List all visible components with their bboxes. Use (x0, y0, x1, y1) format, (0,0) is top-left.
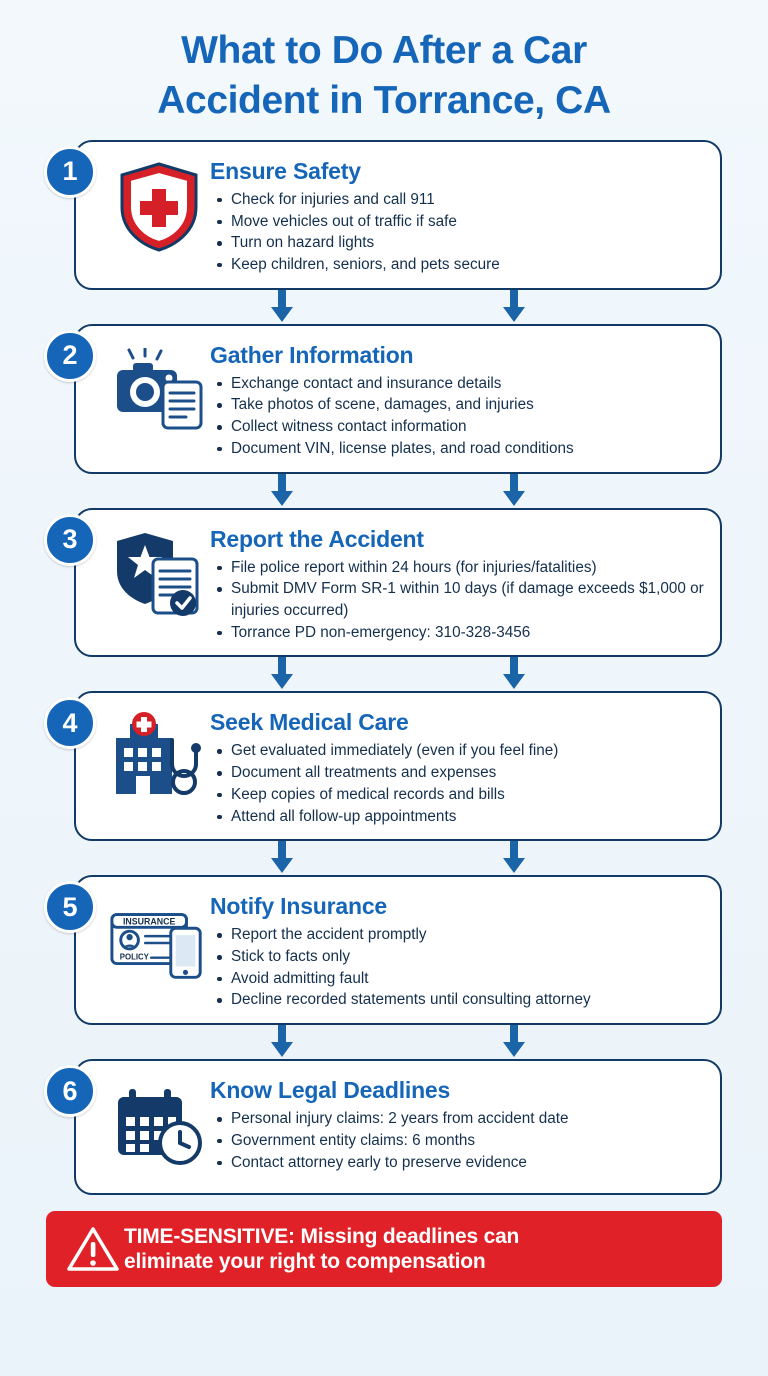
list-item: Document all treatments and expenses (214, 762, 706, 784)
down-arrow-icon (271, 290, 293, 322)
step-1-card (74, 140, 722, 290)
step-6 (46, 1059, 722, 1195)
step-2-content (210, 336, 706, 460)
alert-text (124, 1224, 519, 1274)
list-item: Keep copies of medical records and bills (214, 784, 706, 806)
list-item: Move vehicles out of traffic if safe (214, 211, 706, 233)
connector-1-to-2 (46, 290, 722, 324)
step-1-bullets (210, 189, 706, 276)
step-3-title: Report the Accident (210, 525, 424, 552)
connector-2-to-3 (46, 474, 722, 508)
down-arrow-icon (271, 474, 293, 506)
list-item: Document VIN, license plates, and road conditions (214, 438, 706, 460)
down-arrow-icon (503, 474, 525, 506)
camera-document-icon (90, 336, 210, 446)
step-1-title: Ensure Safety (210, 157, 361, 184)
step-3-content (210, 520, 706, 644)
step-5-card (74, 875, 722, 1025)
step-6-title: Know Legal Deadlines (210, 1077, 451, 1104)
list-item: Submit DMV Form SR-1 within 10 days (if damage exceeds $1,000 or injuries occurred) (214, 578, 706, 621)
step-2-number-badge: 2 (44, 330, 96, 382)
down-arrow-icon (503, 657, 525, 689)
step-3-number-badge: 3 (44, 514, 96, 566)
shield-medical-cross-icon (90, 152, 210, 262)
down-arrow-icon (271, 657, 293, 689)
list-item: Stick to facts only (214, 946, 706, 968)
step-6-bullets (210, 1108, 706, 1173)
step-5-number-badge: 5 (44, 881, 96, 933)
step-2-card (74, 324, 722, 474)
steps-list (0, 132, 768, 1195)
step-5-content (210, 887, 706, 1011)
connector-5-to-6 (46, 1025, 722, 1059)
list-item: Exchange contact and insurance details (214, 373, 706, 395)
step-4-bullets (210, 740, 706, 827)
list-item: Decline recorded statements until consulting attorney (214, 989, 706, 1011)
list-item: Report the accident promptly (214, 924, 706, 946)
step-4-number-badge: 4 (44, 697, 96, 749)
step-3-bullets (210, 557, 706, 644)
down-arrow-icon (271, 1025, 293, 1057)
step-6-card (74, 1059, 722, 1195)
insurance-card-policy-text: POLICY (119, 952, 149, 962)
list-item: Personal injury claims: 2 years from accident date (214, 1108, 706, 1130)
time-sensitive-alert-banner (46, 1211, 722, 1287)
hospital-stethoscope-icon (90, 703, 210, 813)
step-1-number-badge: 1 (44, 146, 96, 198)
step-4 (46, 691, 722, 841)
step-5-title: Notify Insurance (210, 893, 388, 920)
step-4-title: Seek Medical Care (210, 709, 409, 736)
police-badge-report-icon (90, 520, 210, 630)
list-item: Take photos of scene, damages, and injuries (214, 394, 706, 416)
calendar-clock-icon (90, 1071, 210, 1181)
step-2 (46, 324, 722, 474)
list-item: Get evaluated immediately (even if you feel fine) (214, 740, 706, 762)
down-arrow-icon (503, 841, 525, 873)
list-item: Avoid admitting fault (214, 968, 706, 990)
alert-text-line-2: eliminate your right to compensation (124, 1250, 486, 1274)
page-title-line-1: What to Do After a Car (181, 29, 587, 72)
step-4-content (210, 703, 706, 827)
list-item: Torrance PD non-emergency: 310-328-3456 (214, 622, 706, 644)
list-item: Turn on hazard lights (214, 232, 706, 254)
list-item: Contact attorney early to preserve evidence (214, 1152, 706, 1174)
warning-triangle-icon (62, 1225, 124, 1273)
list-item: Attend all follow-up appointments (214, 806, 706, 828)
step-4-card (74, 691, 722, 841)
connector-4-to-5 (46, 841, 722, 875)
step-6-number-badge: 6 (44, 1065, 96, 1117)
list-item: Collect witness contact information (214, 416, 706, 438)
list-item: File police report within 24 hours (for injuries/fatalities) (214, 557, 706, 579)
connector-3-to-4 (46, 657, 722, 691)
step-3-card (74, 508, 722, 658)
step-5-bullets (210, 924, 706, 1011)
step-2-bullets (210, 373, 706, 460)
step-6-content (210, 1071, 706, 1173)
list-item: Check for injuries and call 911 (214, 189, 706, 211)
page-title (0, 0, 768, 132)
down-arrow-icon (271, 841, 293, 873)
list-item: Keep children, seniors, and pets secure (214, 254, 706, 276)
page-title-line-2: Accident in Torrance, CA (157, 78, 611, 122)
step-3 (46, 508, 722, 658)
step-2-title: Gather Information (210, 341, 414, 368)
down-arrow-icon (503, 1025, 525, 1057)
list-item: Government entity claims: 6 months (214, 1130, 706, 1152)
insurance-card-title-text: INSURANCE (122, 916, 176, 927)
step-1-content (210, 152, 706, 276)
step-1 (46, 140, 722, 290)
insurance-card-phone-icon (90, 887, 210, 997)
step-5 (46, 875, 722, 1025)
alert-text-line-1: TIME-SENSITIVE: Missing deadlines can (124, 1225, 520, 1248)
down-arrow-icon (503, 290, 525, 322)
